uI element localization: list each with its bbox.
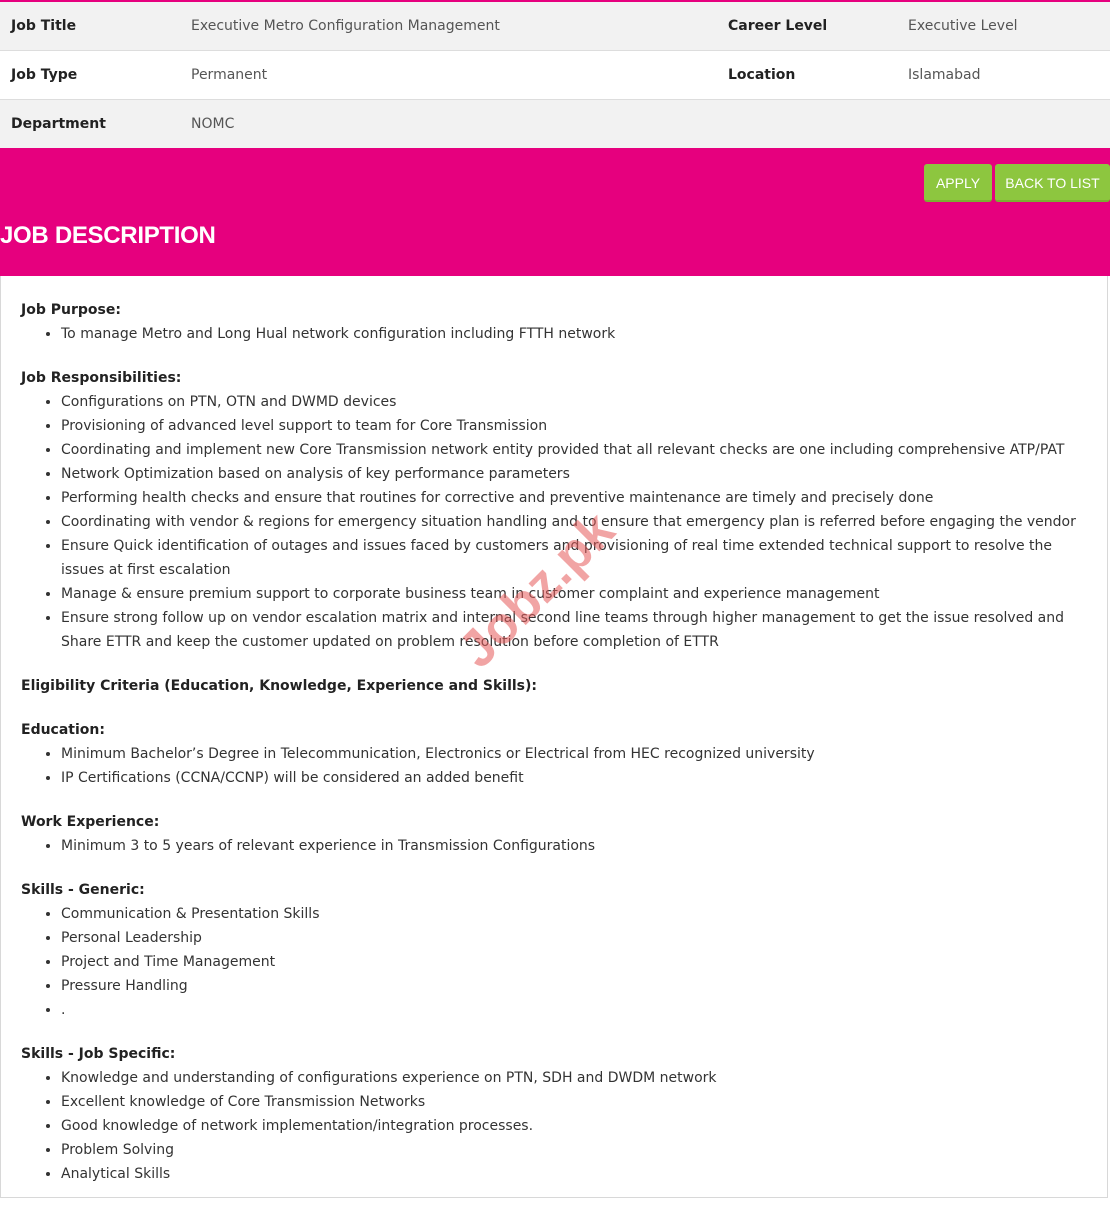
section-title: Skills - Job Specific: bbox=[21, 1046, 176, 1062]
list-item: • Ensure strong follow up on vendor escalation matrix and internal second line teams through higher management to get the issue resolved and Share ETTR and keep the customer updated on problem resolution before completion of ETTR bbox=[61, 606, 1096, 654]
list-item: • Manage & ensure premium support to corporate business team in customer complaint and experience management bbox=[61, 582, 1096, 606]
info-row bbox=[0, 51, 1110, 100]
section-list bbox=[21, 742, 1096, 790]
job-description-banner bbox=[0, 148, 1110, 276]
empty-value bbox=[897, 100, 1110, 149]
list-item: • Excellent knowledge of Core Transmission Networks bbox=[61, 1090, 1096, 1114]
department-value: NOMC bbox=[180, 100, 717, 149]
job-info-table bbox=[0, 2, 1110, 149]
section bbox=[21, 674, 1096, 698]
empty-label bbox=[717, 100, 897, 149]
list-item: • Provisioning of advanced level support to team for Core Transmission bbox=[61, 414, 1096, 438]
back-to-list-button[interactable]: BACK TO LIST bbox=[995, 164, 1110, 202]
section bbox=[21, 718, 1096, 790]
list-item: • IP Certifications (CCNA/CCNP) will be considered an added benefit bbox=[61, 766, 1096, 790]
section-title: Skills - Generic: bbox=[21, 882, 145, 898]
section-list bbox=[21, 902, 1096, 1022]
section-list bbox=[21, 834, 1096, 858]
list-item: • Project and Time Management bbox=[61, 950, 1096, 974]
list-item: • To manage Metro and Long Hual network configuration including FTTH network bbox=[61, 322, 1096, 346]
section-list bbox=[21, 1066, 1096, 1186]
list-item: • . bbox=[61, 998, 1096, 1022]
list-item: • Good knowledge of network implementation/integration processes. bbox=[61, 1114, 1096, 1138]
department-label: Department bbox=[0, 100, 180, 149]
job-title-label: Job Title bbox=[0, 2, 180, 51]
section bbox=[21, 366, 1096, 654]
job-description-heading: JOB DESCRIPTION bbox=[0, 222, 216, 249]
list-item: • Coordinating with vendor & regions for emergency situation handling and to ensure that emergency plan is referred before engaging the vendor bbox=[61, 510, 1096, 534]
watermark-logo: Jobz.pk bbox=[447, 501, 626, 679]
list-item: • Coordinating and implement new Core Transmission network entity provided that all relevant checks are one including comprehensive ATP/PAT bbox=[61, 438, 1096, 462]
section-title: Job Purpose: bbox=[21, 302, 121, 318]
section bbox=[21, 810, 1096, 858]
career-level-label: Career Level bbox=[717, 2, 897, 51]
list-item: • Minimum 3 to 5 years of relevant experience in Transmission Configurations bbox=[61, 834, 1096, 858]
location-label: Location bbox=[717, 51, 897, 100]
list-item: • Minimum Bachelor’s Degree in Telecommunication, Electronics or Electrical from HEC recognized university bbox=[61, 742, 1096, 766]
location-value: Islamabad bbox=[897, 51, 1110, 100]
section-title: Work Experience: bbox=[21, 814, 160, 830]
career-level-value: Executive Level bbox=[897, 2, 1110, 51]
list-item: • Analytical Skills bbox=[61, 1162, 1096, 1186]
list-item: • Personal Leadership bbox=[61, 926, 1096, 950]
list-item: • Ensure Quick identification of outages and issues faced by customers and provisioning of real time extended technical support to resolve the issues at first escalation bbox=[61, 534, 1096, 582]
section-list bbox=[21, 390, 1096, 654]
section bbox=[21, 1042, 1096, 1186]
section-title: Education: bbox=[21, 722, 105, 738]
list-item: • Pressure Handling bbox=[61, 974, 1096, 998]
section-list bbox=[21, 322, 1096, 346]
apply-button[interactable]: APPLY bbox=[924, 164, 992, 202]
list-item: • Knowledge and understanding of configurations experience on PTN, SDH and DWDM network bbox=[61, 1066, 1096, 1090]
sections-container bbox=[21, 298, 1096, 1206]
job-title-value: Executive Metro Configuration Management bbox=[180, 2, 717, 51]
job-type-value: Permanent bbox=[180, 51, 717, 100]
job-description-content bbox=[0, 276, 1108, 1198]
list-item: • Configurations on PTN, OTN and DWMD devices bbox=[61, 390, 1096, 414]
info-row bbox=[0, 2, 1110, 51]
list-item: • Performing health checks and ensure that routines for corrective and preventive maintenance are timely and precisely done bbox=[61, 486, 1096, 510]
list-item: • Network Optimization based on analysis of key performance parameters bbox=[61, 462, 1096, 486]
job-type-label: Job Type bbox=[0, 51, 180, 100]
info-row bbox=[0, 100, 1110, 149]
section-title: Eligibility Criteria (Education, Knowledge, Experience and Skills): bbox=[21, 678, 538, 694]
list-item: • Problem Solving bbox=[61, 1138, 1096, 1162]
section bbox=[21, 298, 1096, 346]
section bbox=[21, 878, 1096, 1022]
section-title: Job Responsibilities: bbox=[21, 370, 182, 386]
list-item: • Communication & Presentation Skills bbox=[61, 902, 1096, 926]
